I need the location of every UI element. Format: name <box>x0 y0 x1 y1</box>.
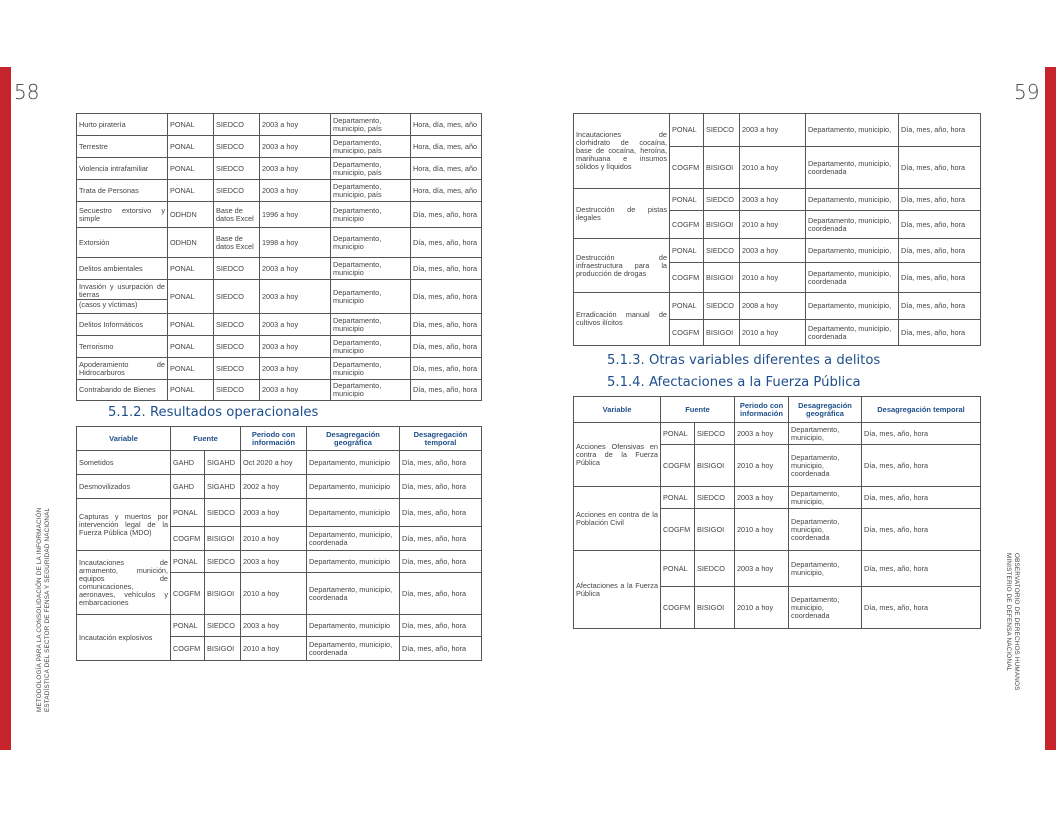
right-side-title <box>1004 553 1020 691</box>
drug-operations-table-body <box>574 114 981 346</box>
system-cell: BISIGOI <box>205 527 241 551</box>
system-cell: SIGAHD <box>205 475 241 499</box>
temporal-cell: Día, mes, año, hora <box>411 280 482 314</box>
org-cell: COGFM <box>661 509 695 551</box>
public-force-impacts-table-body <box>574 423 981 629</box>
system-cell: SIEDCO <box>214 336 260 358</box>
system-cell: SIEDCO <box>205 615 241 637</box>
table-row <box>574 114 981 147</box>
variable-cell: Erradicación manual de cultivos ilícitos <box>574 293 670 346</box>
org-cell: GAHD <box>171 451 205 475</box>
header-periodo: Periodo con información <box>241 427 307 451</box>
geo-cell: Departamento, municipio <box>307 475 400 499</box>
temporal-cell: Día, mes, año, hora <box>400 475 482 499</box>
period-cell: 2003 a hoy <box>260 380 331 401</box>
period-cell: 2003 a hoy <box>735 551 789 587</box>
temporal-cell: Hora, día, mes, año <box>411 114 482 136</box>
period-cell: 2010 a hoy <box>740 211 806 239</box>
temporal-cell: Día, mes, año, hora <box>899 114 981 147</box>
geo-cell: Departamento, municipio, <box>806 293 899 320</box>
geo-cell: Departamento, municipio, país <box>331 136 411 158</box>
org-cell: ODHDN <box>168 202 214 228</box>
geo-cell: Departamento, municipio <box>331 358 411 380</box>
geo-cell: Departamento, municipio, coordenada <box>806 147 899 189</box>
temporal-cell: Día, mes, año, hora <box>899 147 981 189</box>
temporal-cell: Día, mes, año, hora <box>862 509 981 551</box>
period-cell: 2002 a hoy <box>241 475 307 499</box>
org-cell: PONAL <box>661 487 695 509</box>
org-cell: PONAL <box>661 423 695 445</box>
table-row <box>77 158 482 180</box>
period-cell: 2003 a hoy <box>241 499 307 527</box>
period-cell: 2003 a hoy <box>260 336 331 358</box>
table-row <box>77 475 482 499</box>
temporal-cell: Día, mes, año, hora <box>899 211 981 239</box>
geo-cell: Departamento, municipio <box>307 615 400 637</box>
org-cell: PONAL <box>670 189 704 211</box>
system-cell: SIEDCO <box>205 551 241 573</box>
period-cell: 2003 a hoy <box>241 615 307 637</box>
temporal-cell: Día, mes, año, hora <box>400 527 482 551</box>
period-cell: 2010 a hoy <box>241 527 307 551</box>
crimes-table-body <box>77 114 482 401</box>
org-cell: COGFM <box>171 573 205 615</box>
drug-operations-table <box>573 113 981 346</box>
org-cell: COGFM <box>661 587 695 629</box>
org-cell: PONAL <box>168 136 214 158</box>
period-cell: 2010 a hoy <box>241 573 307 615</box>
period-cell: 2003 a hoy <box>735 423 789 445</box>
table-row <box>77 180 482 202</box>
system-cell: SIEDCO <box>704 293 740 320</box>
period-cell: 1996 a hoy <box>260 202 331 228</box>
left-red-bar <box>0 67 11 750</box>
period-cell: 1998 a hoy <box>260 228 331 258</box>
geo-cell: Departamento, municipio, país <box>331 114 411 136</box>
variable-cell: Afectaciones a la Fuerza Pública <box>574 551 661 629</box>
table-row <box>77 499 482 527</box>
geo-cell: Departamento, municipio, coordenada <box>789 445 862 487</box>
temporal-cell: Día, mes, año, hora <box>411 380 482 401</box>
temporal-cell: Día, mes, año, hora <box>899 239 981 263</box>
system-cell: BISIGOI <box>695 445 735 487</box>
table-row <box>77 336 482 358</box>
temporal-cell: Hora, día, mes, año <box>411 136 482 158</box>
page-number-left: 58 <box>14 80 40 104</box>
system-cell: SIEDCO <box>214 380 260 401</box>
geo-cell: Departamento, municipio, coordenada <box>307 637 400 661</box>
heading-resultados-operacionales: 5.1.2. Resultados operacionales <box>108 405 319 420</box>
geo-cell: Departamento, municipio <box>307 451 400 475</box>
org-cell: PONAL <box>168 280 214 314</box>
system-cell: SIGAHD <box>205 451 241 475</box>
org-cell: PONAL <box>670 239 704 263</box>
geo-cell: Departamento, municipio <box>331 336 411 358</box>
variable-cell: Destrucción de infraestructura para la producción de drogas <box>574 239 670 293</box>
temporal-cell: Hora, día, mes, año <box>411 180 482 202</box>
org-cell: PONAL <box>670 114 704 147</box>
org-cell: PONAL <box>168 158 214 180</box>
table-row <box>77 136 482 158</box>
table-row <box>77 114 482 136</box>
period-cell: 2008 a hoy <box>740 293 806 320</box>
period-cell: 2003 a hoy <box>735 487 789 509</box>
system-cell: SIEDCO <box>214 180 260 202</box>
geo-cell: Departamento, municipio, país <box>331 158 411 180</box>
variable-cell: Violencia intrafamiliar <box>77 158 168 180</box>
geo-cell: Departamento, municipio <box>331 202 411 228</box>
geo-cell: Departamento, municipio, país <box>331 180 411 202</box>
geo-cell: Departamento, municipio, <box>789 487 862 509</box>
variable-cell: Secuestro extorsivo y simple <box>77 202 168 228</box>
period-cell: 2003 a hoy <box>260 314 331 336</box>
org-cell: PONAL <box>168 180 214 202</box>
variable-cell: Apoderamiento de Hidrocarburos <box>77 358 168 380</box>
period-cell: 2003 a hoy <box>241 551 307 573</box>
period-cell: 2010 a hoy <box>740 320 806 346</box>
org-cell: COGFM <box>171 637 205 661</box>
temporal-cell: Día, mes, año, hora <box>862 423 981 445</box>
geo-cell: Departamento, municipio, <box>806 114 899 147</box>
org-cell: COGFM <box>670 211 704 239</box>
period-cell: 2010 a hoy <box>740 147 806 189</box>
heading-afectaciones-fuerza-publica: 5.1.4. Afectaciones a la Fuerza Pública <box>607 375 861 390</box>
right-side-title-line2: MINISTERIO DE DEFENSA NACIONAL <box>1005 553 1012 672</box>
org-cell: PONAL <box>168 258 214 280</box>
variable-cell: Incautación explosivos <box>77 615 171 661</box>
period-cell: 2010 a hoy <box>735 509 789 551</box>
variable-cell <box>77 280 168 314</box>
variable-cell: Terrorismo <box>77 336 168 358</box>
system-cell: SIEDCO <box>695 423 735 445</box>
variable-text: Invasión y usurpación de tierras <box>79 282 165 299</box>
table-row <box>574 293 981 320</box>
variable-cell: Acciones Ofensivas en contra de la Fuerza Pública <box>574 423 661 487</box>
geo-cell: Departamento, municipio, coordenada <box>307 527 400 551</box>
right-side-title-line1: OBSERVATORIO DE DERECHOS HUMANOS <box>1013 553 1020 691</box>
temporal-cell: Día, mes, año, hora <box>400 551 482 573</box>
org-cell: COGFM <box>670 147 704 189</box>
variable-cell: Contrabando de Bienes <box>77 380 168 401</box>
system-cell: BISIGOI <box>205 573 241 615</box>
org-cell: PONAL <box>168 336 214 358</box>
org-cell: ODHDN <box>168 228 214 258</box>
temporal-cell: Día, mes, año, hora <box>411 258 482 280</box>
period-cell: 2003 a hoy <box>740 114 806 147</box>
geo-cell: Departamento, municipio, <box>806 189 899 211</box>
system-cell: SIEDCO <box>205 499 241 527</box>
org-cell: COGFM <box>670 263 704 293</box>
left-side-title <box>36 507 52 712</box>
variable-cell: Terrestre <box>77 136 168 158</box>
table-row <box>77 280 482 314</box>
system-cell: SIEDCO <box>695 487 735 509</box>
table-row <box>574 487 981 509</box>
table-row <box>574 189 981 211</box>
variable-cell: Delitos ambientales <box>77 258 168 280</box>
temporal-cell: Día, mes, año, hora <box>899 263 981 293</box>
geo-cell: Departamento, municipio <box>307 499 400 527</box>
header-geografica: Desagregación geográfica <box>307 427 400 451</box>
temporal-cell: Día, mes, año, hora <box>400 451 482 475</box>
geo-cell: Departamento, municipio <box>331 314 411 336</box>
variable-cell: Incautaciones de armamento, munición, equipos de comunicaciones, aeronaves, vehículos y embarcaciones <box>77 551 171 615</box>
system-cell: BISIGOI <box>695 509 735 551</box>
period-cell: 2010 a hoy <box>241 637 307 661</box>
header-variable: Variable <box>77 427 171 451</box>
period-cell: 2003 a hoy <box>260 258 331 280</box>
table-row <box>574 551 981 587</box>
header-temporal: Desagregación temporal <box>400 427 482 451</box>
table-row <box>77 202 482 228</box>
geo-cell: Departamento, municipio, <box>806 239 899 263</box>
variable-cell: Delitos Informáticos <box>77 314 168 336</box>
period-cell: 2003 a hoy <box>260 280 331 314</box>
geo-cell: Departamento, municipio <box>331 258 411 280</box>
page-number-right: 59 <box>1014 80 1040 104</box>
geo-cell: Departamento, municipio <box>331 228 411 258</box>
temporal-cell: Hora, día, mes, año <box>411 158 482 180</box>
system-cell: BISIGOI <box>205 637 241 661</box>
system-cell: Base de datos Excel <box>214 228 260 258</box>
table-row <box>77 615 482 637</box>
temporal-cell: Día, mes, año, hora <box>411 314 482 336</box>
header-fuente: Fuente <box>171 427 241 451</box>
variable-cell: Destrucción de pistas ilegales <box>574 189 670 239</box>
geo-cell: Departamento, municipio, <box>789 423 862 445</box>
left-side-title-line2: ESTADÍSTICA DEL SECTOR DE FENSA Y SEGURIDAD NACIONAL <box>44 507 51 712</box>
org-cell: PONAL <box>168 314 214 336</box>
table-row <box>77 258 482 280</box>
temporal-cell: Día, mes, año, hora <box>411 336 482 358</box>
variable-cell: Incautaciones de clorhidrato de cocaína, base de cocaína, heroína, marihuana e insumos sólidos y líquidos <box>574 114 670 189</box>
system-cell: SIEDCO <box>214 280 260 314</box>
temporal-cell: Día, mes, año, hora <box>899 293 981 320</box>
table-row <box>574 239 981 263</box>
variable-cell: Trata de Personas <box>77 180 168 202</box>
temporal-cell: Día, mes, año, hora <box>400 573 482 615</box>
temporal-cell: Día, mes, año, hora <box>411 358 482 380</box>
variable-cell: Desmovilizados <box>77 475 171 499</box>
period-cell: 2003 a hoy <box>260 358 331 380</box>
header-fuente: Fuente <box>661 397 735 423</box>
temporal-cell: Día, mes, año, hora <box>400 615 482 637</box>
org-cell: PONAL <box>168 380 214 401</box>
system-cell: SIEDCO <box>214 358 260 380</box>
period-cell: 2003 a hoy <box>740 189 806 211</box>
geo-cell: Departamento, municipio, <box>789 551 862 587</box>
org-cell: COGFM <box>661 445 695 487</box>
left-side-title-line1: METODOLOGÍA PARA LA CONSOLIDACIÓN DE LA INFORMACIÓN <box>36 507 43 712</box>
table-row <box>77 451 482 475</box>
table-row <box>77 358 482 380</box>
period-cell: 2003 a hoy <box>260 158 331 180</box>
period-cell: 2003 a hoy <box>260 136 331 158</box>
org-cell: COGFM <box>171 527 205 551</box>
header-periodo: Periodo con información <box>735 397 789 423</box>
system-cell: SIEDCO <box>695 551 735 587</box>
system-cell: SIEDCO <box>214 136 260 158</box>
right-red-bar <box>1045 67 1056 750</box>
org-cell: PONAL <box>168 114 214 136</box>
geo-cell: Departamento, municipio, coordenada <box>789 509 862 551</box>
variable-cell: Acciones en contra de la Población Civil <box>574 487 661 551</box>
temporal-cell: Día, mes, año, hora <box>862 587 981 629</box>
system-cell: SIEDCO <box>214 114 260 136</box>
temporal-cell: Día, mes, año, hora <box>400 637 482 661</box>
system-cell: BISIGOI <box>704 263 740 293</box>
period-cell: 2010 a hoy <box>735 587 789 629</box>
header-geografica: Desagregación geográfica <box>789 397 862 423</box>
variable-note: (casos y víctimas) <box>77 299 167 310</box>
org-cell: GAHD <box>171 475 205 499</box>
system-cell: BISIGOI <box>695 587 735 629</box>
org-cell: COGFM <box>670 320 704 346</box>
org-cell: PONAL <box>171 499 205 527</box>
header-variable: Variable <box>574 397 661 423</box>
geo-cell: Departamento, municipio <box>331 380 411 401</box>
system-cell: SIEDCO <box>704 114 740 147</box>
temporal-cell: Día, mes, año, hora <box>411 202 482 228</box>
system-cell: SIEDCO <box>214 258 260 280</box>
temporal-cell: Día, mes, año, hora <box>862 551 981 587</box>
org-cell: PONAL <box>168 358 214 380</box>
heading-otras-variables: 5.1.3. Otras variables diferentes a delitos <box>607 353 881 368</box>
org-cell: PONAL <box>171 551 205 573</box>
system-cell: BISIGOI <box>704 320 740 346</box>
system-cell: BISIGOI <box>704 211 740 239</box>
system-cell: BISIGOI <box>704 147 740 189</box>
variable-cell: Sometidos <box>77 451 171 475</box>
period-cell: 2003 a hoy <box>260 180 331 202</box>
variable-cell: Capturas y muertos por intervención legal de la Fuerza Pública (MDO) <box>77 499 171 551</box>
table-row <box>77 314 482 336</box>
table-row <box>77 380 482 401</box>
table-row <box>77 551 482 573</box>
temporal-cell: Día, mes, año, hora <box>899 189 981 211</box>
header-temporal: Desagregación temporal <box>862 397 981 423</box>
system-cell: SIEDCO <box>214 158 260 180</box>
temporal-cell: Día, mes, año, hora <box>899 320 981 346</box>
crimes-table <box>76 113 482 401</box>
period-cell: 2010 a hoy <box>735 445 789 487</box>
geo-cell: Departamento, municipio <box>307 551 400 573</box>
geo-cell: Departamento, municipio, coordenada <box>806 320 899 346</box>
operational-results-table <box>76 426 482 661</box>
geo-cell: Departamento, municipio, coordenada <box>307 573 400 615</box>
temporal-cell: Día, mes, año, hora <box>862 445 981 487</box>
system-cell: SIEDCO <box>704 239 740 263</box>
geo-cell: Departamento, municipio, coordenada <box>806 263 899 293</box>
temporal-cell: Día, mes, año, hora <box>400 499 482 527</box>
org-cell: PONAL <box>661 551 695 587</box>
period-cell: 2003 a hoy <box>740 239 806 263</box>
period-cell: 2003 a hoy <box>260 114 331 136</box>
geo-cell: Departamento, municipio <box>331 280 411 314</box>
period-cell: Oct 2020 a hoy <box>241 451 307 475</box>
variable-cell: Hurto piratería <box>77 114 168 136</box>
table-row <box>77 228 482 258</box>
operational-results-table-body <box>77 451 482 661</box>
geo-cell: Departamento, municipio, coordenada <box>789 587 862 629</box>
temporal-cell: Día, mes, año, hora <box>411 228 482 258</box>
table-row <box>574 423 981 445</box>
variable-cell: Extorsión <box>77 228 168 258</box>
system-cell: Base de datos Excel <box>214 202 260 228</box>
geo-cell: Departamento, municipio, coordenada <box>806 211 899 239</box>
org-cell: PONAL <box>171 615 205 637</box>
public-force-impacts-table <box>573 396 981 629</box>
system-cell: SIEDCO <box>704 189 740 211</box>
org-cell: PONAL <box>670 293 704 320</box>
system-cell: SIEDCO <box>214 314 260 336</box>
period-cell: 2010 a hoy <box>740 263 806 293</box>
temporal-cell: Día, mes, año, hora <box>862 487 981 509</box>
